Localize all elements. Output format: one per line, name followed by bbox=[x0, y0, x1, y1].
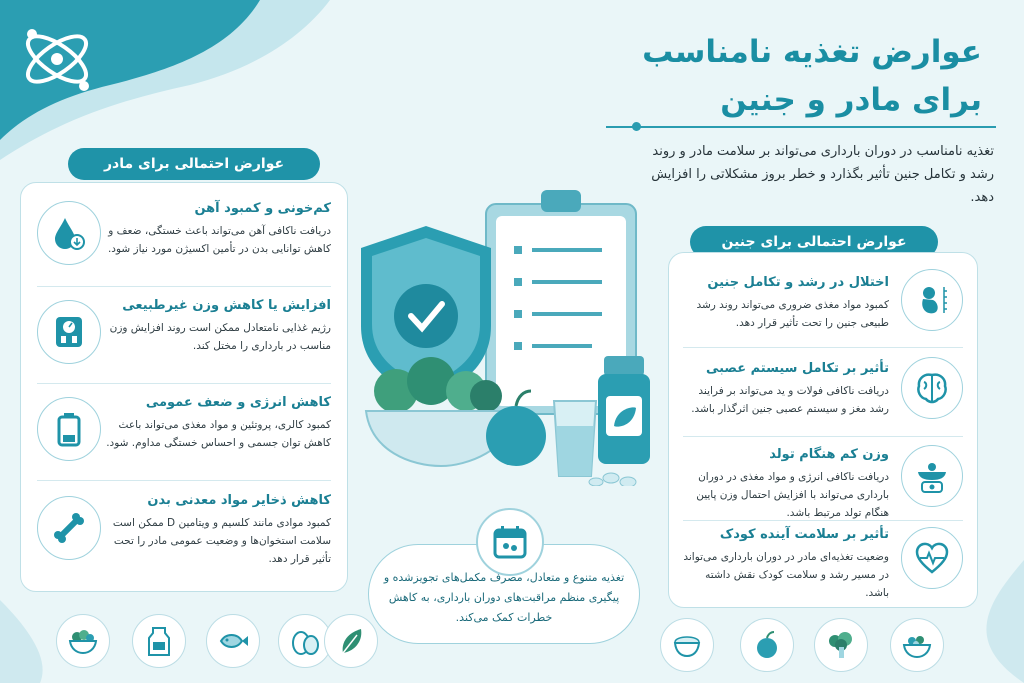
item-title: اختلال در رشد و تکامل جنین bbox=[707, 275, 889, 290]
logo-icon bbox=[14, 14, 100, 104]
calendar-icon bbox=[476, 508, 544, 576]
item-text: وضعیت تغذیه‌ای مادر در دوران بارداری می‌تواند در مسیر رشد و سلامت کودک نقش داشته باشد. bbox=[683, 551, 889, 599]
broccoli-icon bbox=[814, 618, 868, 672]
item-title: تأثیر بر سلامت آینده کودک bbox=[719, 527, 889, 542]
fetus-icon bbox=[901, 269, 963, 331]
bone-icon bbox=[37, 496, 101, 560]
item-text: دریافت ناکافی آهن می‌تواند باعث خستگی، ضعف و کاهش توانایی بدن در تأمین اکسیژن مورد نیاز شود. bbox=[107, 225, 331, 255]
divider bbox=[683, 436, 963, 437]
mother-section-heading: عوارض احتمالی برای مادر bbox=[68, 148, 320, 180]
baby-scale-icon bbox=[901, 445, 963, 507]
mother-item-anemia bbox=[106, 201, 331, 258]
healthy-pregnancy-illustration bbox=[356, 186, 656, 486]
item-text: دریافت ناکافی فولات و ید می‌تواند بر فرایند رشد مغز و سیستم عصبی جنین اثرگذار باشد. bbox=[691, 385, 889, 415]
water-glass-icon bbox=[554, 401, 596, 476]
item-text: کمبود کالری، پروتئین و مواد مغذی می‌تواند باعث کاهش توان جسمی و احساس خستگی مداوم. شود. bbox=[106, 419, 331, 449]
mixed-food-bowl-icon bbox=[890, 618, 944, 672]
mother-item-minerals bbox=[106, 493, 331, 568]
item-title: افزایش یا کاهش وزن غیرطبیعی bbox=[122, 298, 331, 313]
mother-card bbox=[20, 182, 348, 592]
fetus-card bbox=[668, 252, 978, 608]
title-line-2: برای مادر و جنین bbox=[720, 82, 982, 118]
blood-drop-icon bbox=[37, 201, 101, 265]
page-title bbox=[562, 28, 982, 124]
item-text: رژیم غذایی نامتعادل ممکن است روند افزایش وزن مناسب در بارداری را مختل کند. bbox=[109, 322, 331, 352]
leafy-greens-icon bbox=[324, 614, 378, 668]
fetus-item-nervous bbox=[683, 361, 889, 418]
divider bbox=[683, 347, 963, 348]
divider bbox=[683, 520, 963, 521]
title-line-1: عوارض تغذیه نامناسب bbox=[642, 34, 982, 70]
mother-item-weight bbox=[106, 298, 331, 355]
fetus-item-growth bbox=[683, 275, 889, 332]
divider bbox=[37, 480, 331, 481]
title-underline-dot bbox=[632, 122, 641, 131]
fish-icon bbox=[206, 614, 260, 668]
item-title: کاهش ذخایر مواد معدنی بدن bbox=[147, 493, 331, 508]
item-text: دریافت ناکافی انرژی و مواد مغذی در دوران بارداری می‌تواند با افزایش احتمال وزن پایین هنگام تولد مرتبط باشد. bbox=[696, 471, 889, 519]
scale-icon bbox=[37, 300, 101, 364]
battery-low-icon bbox=[37, 397, 101, 461]
item-title: کم‌خونی و کمبود آهن bbox=[194, 201, 331, 216]
divider bbox=[37, 383, 331, 384]
tip-text: تغذیه متنوع و متعادل، مصرف مکمل‌های تجویزشده و پیگیری منظم مراقبت‌های دوران بارداری، به کاهش خطرات کمک می‌کند. bbox=[383, 571, 625, 624]
fetus-section-heading: عوارض احتمالی برای جنین bbox=[690, 226, 938, 258]
pills-icon bbox=[589, 473, 636, 486]
item-title: وزن کم هنگام تولد bbox=[769, 447, 889, 462]
divider bbox=[37, 286, 331, 287]
supplement-bottle-icon bbox=[598, 356, 650, 464]
item-text: کمبود مواد مغذی ضروری می‌تواند روند رشد طبیعی جنین را تحت تأثیر قرار دهد. bbox=[696, 299, 889, 329]
brain-icon bbox=[901, 357, 963, 419]
milk-carton-icon bbox=[132, 614, 186, 668]
fetus-item-future bbox=[683, 527, 889, 602]
apple-icon bbox=[740, 618, 794, 672]
mother-item-energy bbox=[106, 395, 331, 452]
item-title: تأثیر بر تکامل سیستم عصبی bbox=[705, 361, 889, 376]
heart-pulse-icon bbox=[901, 527, 963, 589]
fetus-item-birthweight bbox=[683, 447, 889, 522]
item-title: کاهش انرژی و ضعف عمومی bbox=[145, 395, 331, 410]
salad-bowl-icon bbox=[56, 614, 110, 668]
title-underline bbox=[606, 126, 996, 128]
grains-bowl-icon bbox=[660, 618, 714, 672]
intro-text: تغذیه نامناسب در دوران بارداری می‌تواند بر سلامت مادر و روند رشد و تکامل جنین تأثیر بگذارد و خطر بروز مشکلاتی را افزایش دهد. bbox=[651, 144, 994, 205]
item-text: کمبود موادی مانند کلسیم و ویتامین D ممکن است سلامت استخوان‌ها و وضعیت عمومی مادر را تحت تأثیر قرار دهد. bbox=[112, 517, 331, 565]
